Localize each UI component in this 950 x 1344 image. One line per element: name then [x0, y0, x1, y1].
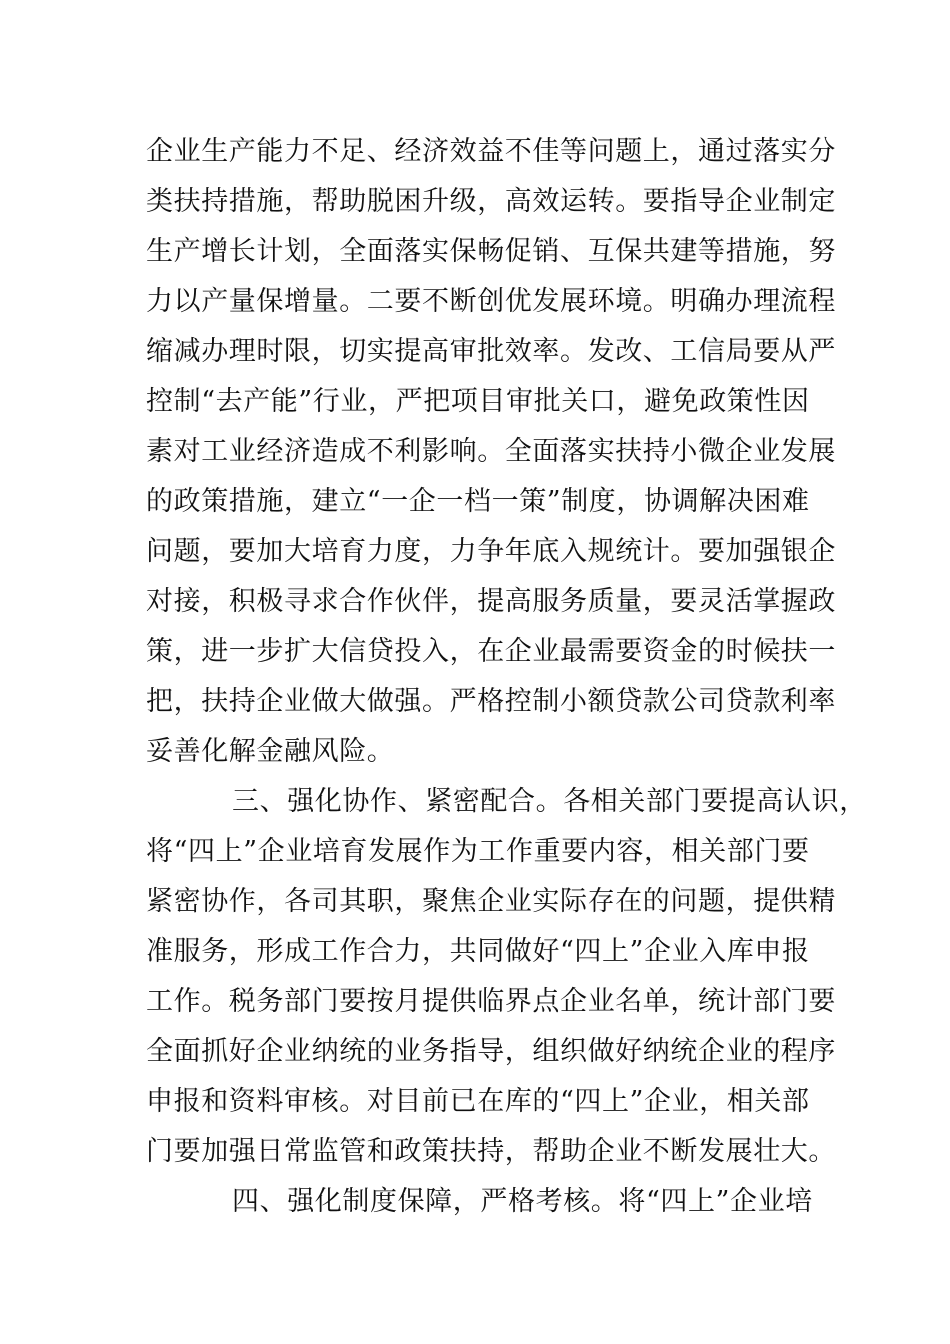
- text-line: 工作。税务部门要按月提供临界点企业名单，统计部门要: [146, 986, 836, 1017]
- text-line: 全面抓好企业纳统的业务指导，组织做好纳统企业的程序: [146, 1036, 836, 1067]
- text-line: 力以产量保增量。二要不断创优发展环境。明确办理流程: [146, 286, 836, 317]
- text-line: 将“四上”企业培育发展作为工作重要内容，相关部门要: [146, 836, 810, 867]
- paragraph-heading-line: 三、强化协作、紧密配合。各相关部门要提高认识，: [232, 786, 867, 817]
- text-line: 紧密协作，各司其职，聚焦企业实际存在的问题，提供精: [146, 886, 836, 917]
- text-line: 缩减办理时限，切实提高审批效率。发改、工信局要从严: [146, 336, 836, 367]
- text-line: 门要加强日常监管和政策扶持，帮助企业不断发展壮大。: [146, 1136, 836, 1167]
- text-line: 企业生产能力不足、经济效益不佳等问题上，通过落实分: [146, 136, 836, 167]
- text-line: 素对工业经济造成不利影响。全面落实扶持小微企业发展: [146, 436, 836, 467]
- text-line: 申报和资料审核。对目前已在库的“四上”企业，相关部: [146, 1086, 810, 1117]
- text-line: 的政策措施，建立“一企一档一策”制度，协调解决困难: [146, 486, 810, 517]
- text-line: 控制“去产能”行业，严把项目审批关口，避免政策性因: [146, 386, 810, 417]
- text-line: 把，扶持企业做大做强。严格控制小额贷款公司贷款利率: [146, 686, 836, 717]
- text-line: 生产增长计划，全面落实保畅促销、互保共建等措施，努: [146, 236, 836, 267]
- text-line: 对接，积极寻求合作伙伴，提高服务质量，要灵活掌握政: [146, 586, 836, 617]
- text-line: 准服务，形成工作合力，共同做好“四上”企业入库申报: [146, 936, 810, 967]
- paragraph-heading-line: 四、强化制度保障，严格考核。将“四上”企业培: [232, 1186, 813, 1217]
- text-line: 类扶持措施，帮助脱困升级，高效运转。要指导企业制定: [146, 186, 836, 217]
- text-line: 策，进一步扩大信贷投入，在企业最需要资金的时候扶一: [146, 636, 836, 667]
- text-line: 问题，要加大培育力度，力争年底入规统计。要加强银企: [146, 536, 836, 567]
- text-line: 妥善化解金融风险。: [146, 736, 395, 767]
